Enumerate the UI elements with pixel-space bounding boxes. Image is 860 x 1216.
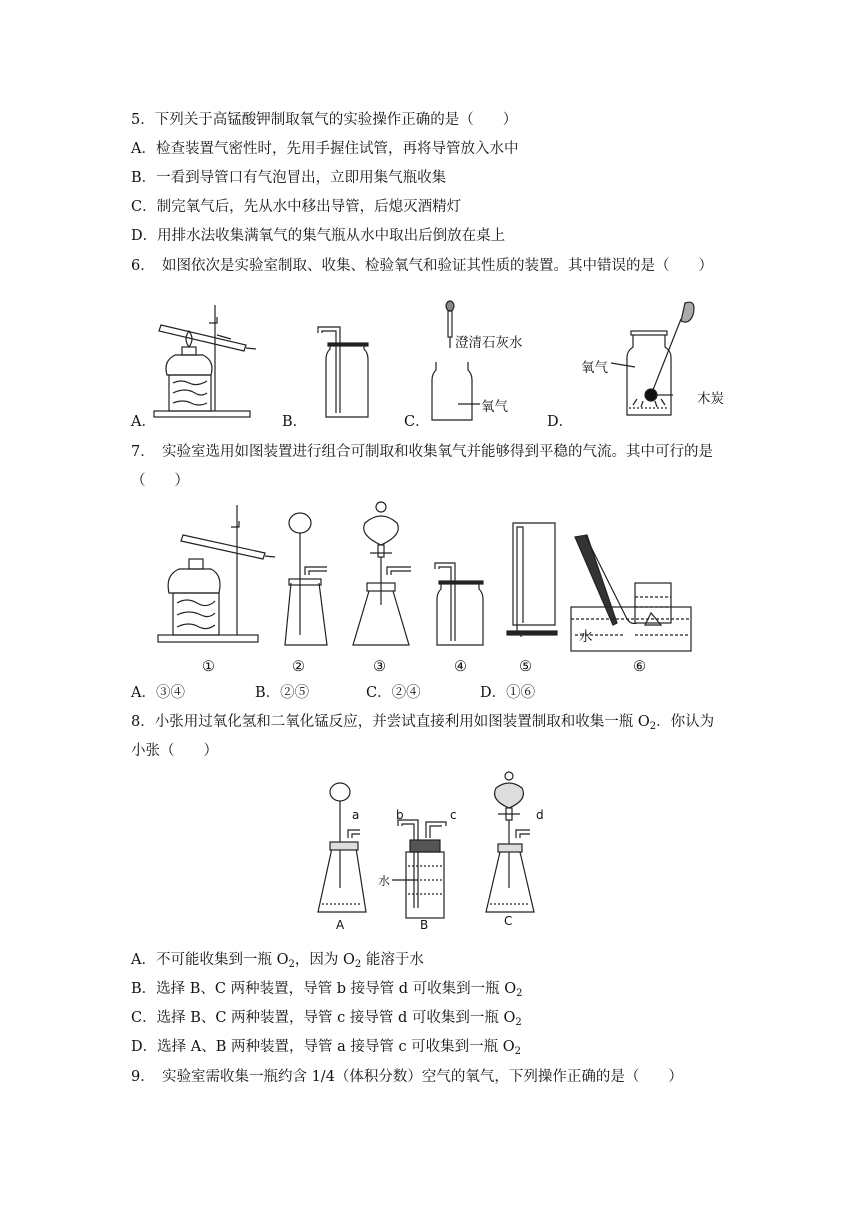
q7-option-d: D．①⑥ [480,685,536,701]
q6-oxygen-label-c: 氧气 [481,399,508,415]
q6-gas-bottle-drawing [314,323,384,423]
q7-option-b: B．②⑤ [255,685,310,701]
q6-charcoal-label: 木炭 [697,391,724,407]
q8-option-b-sub: 2 [516,988,523,999]
q7-option-a: A．③④ [131,685,185,701]
q9-stem: 9． 实验室需收集一瓶约含 1/4（体积分数）空气的氧气，下列操作正确的是（ ） [131,1069,683,1085]
q8-option-d-sub: 2 [514,1046,522,1057]
q8-option-a-text3: 能溶于水 [361,952,424,968]
q8-option-b-text: B．选择 B、C 两种装置，导管 b 接导管 d 可收集到一瓶 O [131,981,517,997]
q7-option-c: C．②④ [366,685,421,701]
q8-option-b [131,979,523,999]
q7-apparatus-3-number: ③ [373,659,386,675]
q8-option-a-text2: ，因为 O [294,952,355,968]
q8-stem-post: ．你认为 [656,714,715,730]
q7-stem-line2: （ ） [131,473,189,489]
q8-tube-d-label: d [536,808,544,822]
q6-figure [131,295,751,430]
q7-apparatus-drawing [155,495,695,680]
q8-option-c [131,1008,522,1028]
q5-option-c: C．制完氧气后，先从水中移出导管，后熄灭酒精灯 [131,199,462,215]
q8-device-b-label: B [420,918,429,932]
q6-option-c-label: C． [404,414,430,430]
q7-figure [155,495,695,680]
q6-option-b-label: B． [282,414,308,430]
q7-apparatus-6-number: ⑥ [633,659,646,675]
q8-option-a-text1: A．不可能收集到一瓶 O [131,952,289,968]
q6-heating-apparatus-drawing [151,295,261,420]
q8-tube-c-label: c [450,808,457,822]
q8-option-a-sub2: 2 [354,959,362,970]
q5-option-b: B．一看到导管口有气泡冒出，立即用集气瓶收集 [131,170,447,186]
q8-stem-line2: 小张（ ） [131,743,218,759]
q8-tube-b-label: b [396,808,404,822]
q6-limewater-label: 澄清石灰水 [455,335,523,351]
q6-oxygen-label-d: 氧气 [581,360,608,376]
q8-figure [300,768,560,938]
q8-device-a-label: A [336,918,345,932]
q8-stem-pre: 8．小张用过氧化氢和二氧化锰反应，并尝试直接利用如图装置制取和收集一瓶 O [131,714,650,730]
q7-apparatus-5-number: ⑤ [519,659,532,675]
q6-option-d-label: D． [547,414,574,430]
q6-stem: 6． 如图依次是实验室制取、收集、检验氧气和验证其性质的装置。其中错误的是（ ） [131,258,713,274]
q8-water-label: 水 [378,874,391,888]
q5-stem: 5．下列关于高锰酸钾制取氧气的实验操作正确的是（ ） [131,112,518,128]
q7-stem-line1: 7． 实验室选用如图装置进行组合可制取和收集氧气并能够得到平稳的气流。其中可行的是 [131,444,713,460]
q7-apparatus-2-number: ② [292,659,305,675]
q8-device-c-label: C [504,914,513,928]
q5-option-a: A．检查装置气密性时，先用手握住试管，再将导管放入水中 [131,141,519,157]
q7-water-label: 水 [579,629,593,645]
q8-option-d [131,1037,521,1057]
q8-option-a-sub1: 2 [288,959,295,970]
q8-tube-a-label: a [352,808,360,822]
q8-apparatus-drawing [300,768,560,938]
q8-option-c-sub: 2 [515,1017,522,1028]
q8-option-a [131,950,424,970]
q7-apparatus-4-number: ④ [454,659,467,675]
q8-option-c-text: C．选择 B、C 两种装置，导管 c 接导管 d 可收集到一瓶 O [131,1010,516,1026]
q7-apparatus-1-number: ① [202,659,215,675]
q6-option-a-label: A． [131,414,156,430]
q8-stem-line1 [131,712,714,732]
q5-option-d: D．用排水法收集满氧气的集气瓶从水中取出后倒放在桌上 [131,228,506,244]
q8-stem-sub: 2 [649,721,657,732]
q8-option-d-text: D．选择 A、B 两种装置，导管 a 接导管 c 可收集到一瓶 O [131,1039,515,1055]
